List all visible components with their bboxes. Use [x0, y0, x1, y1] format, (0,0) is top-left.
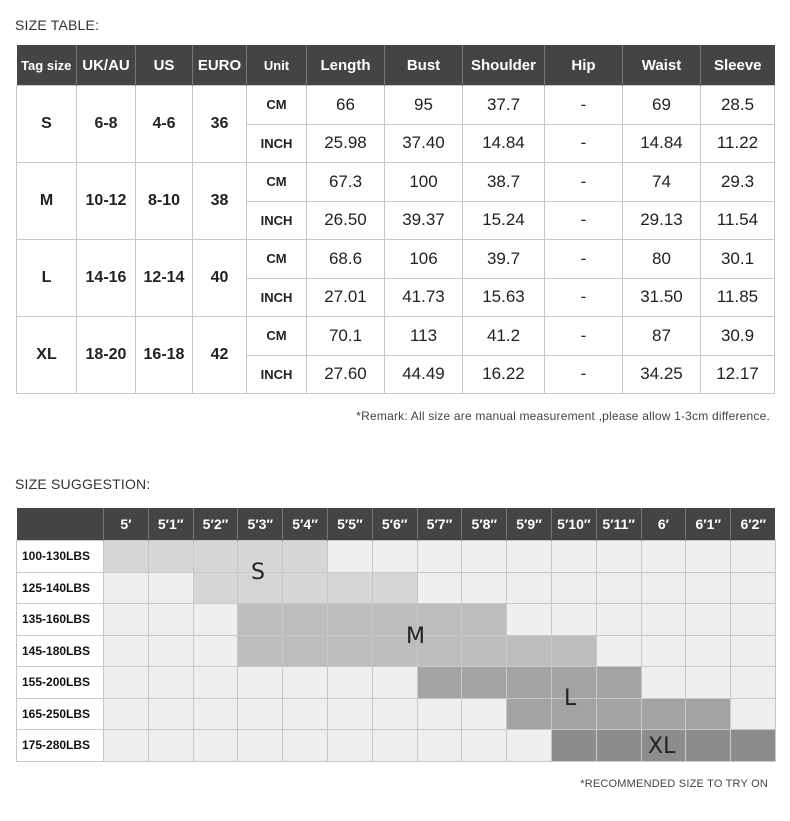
- shoulder-cell: 14.84: [463, 124, 545, 163]
- unit-cell: INCH: [247, 355, 307, 394]
- size-cell-m: [507, 635, 552, 667]
- empty-cell: [238, 730, 283, 762]
- empty-cell: [731, 604, 776, 636]
- empty-cell: [238, 698, 283, 730]
- empty-cell: [417, 541, 462, 573]
- empty-cell: [148, 730, 193, 762]
- tag-size-cell: L: [17, 240, 77, 317]
- header-sleeve: Sleeve: [701, 45, 775, 86]
- height-header: 5′5″: [327, 508, 372, 541]
- unit-cell: CM: [247, 317, 307, 356]
- header-corner: [17, 508, 104, 541]
- empty-cell: [372, 541, 417, 573]
- length-cell: 27.60: [307, 355, 385, 394]
- sleeve-cell: 28.5: [701, 86, 775, 125]
- bust-cell: 41.73: [385, 278, 463, 317]
- size-row: [17, 86, 775, 125]
- length-cell: 70.1: [307, 317, 385, 356]
- hip-cell: -: [545, 278, 623, 317]
- empty-cell: [596, 572, 641, 604]
- hip-cell: -: [545, 317, 623, 356]
- shoulder-cell: 39.7: [463, 240, 545, 279]
- empty-cell: [551, 572, 596, 604]
- size-cell-xl: [596, 730, 641, 762]
- tag-size-cell: XL: [17, 317, 77, 394]
- length-cell: 66: [307, 86, 385, 125]
- size-cell-m: [283, 635, 328, 667]
- height-header: 5′: [104, 508, 149, 541]
- empty-cell: [104, 635, 149, 667]
- weight-label: 135-160LBS: [17, 604, 104, 636]
- empty-cell: [686, 541, 731, 573]
- size-cell-s: [372, 572, 417, 604]
- header-waist: Waist: [623, 45, 701, 86]
- height-header: 6′1″: [686, 508, 731, 541]
- empty-cell: [372, 698, 417, 730]
- empty-cell: [596, 604, 641, 636]
- hip-cell: -: [545, 124, 623, 163]
- empty-cell: [507, 604, 552, 636]
- empty-cell: [641, 604, 686, 636]
- header-hip: Hip: [545, 45, 623, 86]
- empty-cell: [372, 730, 417, 762]
- empty-cell: [327, 667, 372, 699]
- size-suggestion-title: SIZE SUGGESTION:: [15, 476, 151, 492]
- empty-cell: [686, 604, 731, 636]
- empty-cell: [641, 667, 686, 699]
- size-table-remark: *Remark: All size are manual measurement ,please allow 1-3cm difference.: [356, 409, 770, 423]
- empty-cell: [327, 730, 372, 762]
- length-cell: 27.01: [307, 278, 385, 317]
- size-cell-l: [417, 667, 462, 699]
- size-cell-l: [596, 667, 641, 699]
- empty-cell: [104, 667, 149, 699]
- size-cell-m: [462, 635, 507, 667]
- unit-cell: INCH: [247, 124, 307, 163]
- weight-row: [17, 698, 776, 730]
- suggestion-header-row: [17, 508, 776, 541]
- size-cell-s: [327, 572, 372, 604]
- empty-cell: [731, 667, 776, 699]
- empty-cell: [148, 635, 193, 667]
- bust-cell: 100: [385, 163, 463, 202]
- bust-cell: 95: [385, 86, 463, 125]
- hip-cell: -: [545, 86, 623, 125]
- sleeve-cell: 12.17: [701, 355, 775, 394]
- size-cell-l: [686, 698, 731, 730]
- us-cell: 4-6: [136, 86, 193, 163]
- size-suggestion-table: [16, 508, 776, 762]
- empty-cell: [686, 572, 731, 604]
- empty-cell: [327, 541, 372, 573]
- empty-cell: [731, 572, 776, 604]
- empty-cell: [731, 698, 776, 730]
- size-table-header-row: [17, 45, 775, 86]
- empty-cell: [327, 698, 372, 730]
- header-bust: Bust: [385, 45, 463, 86]
- us-cell: 16-18: [136, 317, 193, 394]
- tag-size-cell: S: [17, 86, 77, 163]
- us-cell: 8-10: [136, 163, 193, 240]
- unit-cell: CM: [247, 86, 307, 125]
- hip-cell: -: [545, 201, 623, 240]
- sleeve-cell: 11.85: [701, 278, 775, 317]
- size-cell-s: [193, 572, 238, 604]
- size-cell-l: [596, 698, 641, 730]
- empty-cell: [462, 698, 507, 730]
- euro-cell: 38: [193, 163, 247, 240]
- shoulder-cell: 15.24: [463, 201, 545, 240]
- empty-cell: [462, 572, 507, 604]
- size-cell-m: [238, 604, 283, 636]
- empty-cell: [283, 698, 328, 730]
- size-row: [17, 240, 775, 279]
- weight-row: [17, 604, 776, 636]
- empty-cell: [686, 667, 731, 699]
- weight-row: [17, 541, 776, 573]
- waist-cell: 74: [623, 163, 701, 202]
- size-cell-xl: [551, 730, 596, 762]
- weight-row: [17, 635, 776, 667]
- euro-cell: 40: [193, 240, 247, 317]
- sleeve-cell: 30.9: [701, 317, 775, 356]
- empty-cell: [641, 635, 686, 667]
- empty-cell: [283, 730, 328, 762]
- empty-cell: [417, 698, 462, 730]
- euro-cell: 36: [193, 86, 247, 163]
- empty-cell: [551, 604, 596, 636]
- empty-cell: [372, 667, 417, 699]
- empty-cell: [104, 572, 149, 604]
- size-cell-l: [641, 698, 686, 730]
- header-length: Length: [307, 45, 385, 86]
- height-header: 5′1″: [148, 508, 193, 541]
- waist-cell: 80: [623, 240, 701, 279]
- sleeve-cell: 11.22: [701, 124, 775, 163]
- size-cell-m: [462, 604, 507, 636]
- size-cell-s: [283, 572, 328, 604]
- hip-cell: -: [545, 240, 623, 279]
- empty-cell: [641, 541, 686, 573]
- size-cell-m: [283, 604, 328, 636]
- weight-row: [17, 667, 776, 699]
- empty-cell: [551, 541, 596, 573]
- height-header: 5′6″: [372, 508, 417, 541]
- length-cell: 25.98: [307, 124, 385, 163]
- unit-cell: INCH: [247, 201, 307, 240]
- weight-label: 155-200LBS: [17, 667, 104, 699]
- euro-cell: 42: [193, 317, 247, 394]
- empty-cell: [731, 635, 776, 667]
- weight-label: 175-280LBS: [17, 730, 104, 762]
- empty-cell: [193, 667, 238, 699]
- hip-cell: -: [545, 163, 623, 202]
- length-cell: 68.6: [307, 240, 385, 279]
- bust-cell: 44.49: [385, 355, 463, 394]
- shoulder-cell: 16.22: [463, 355, 545, 394]
- height-header: 5′3″: [238, 508, 283, 541]
- length-cell: 67.3: [307, 163, 385, 202]
- empty-cell: [104, 730, 149, 762]
- shoulder-cell: 37.7: [463, 86, 545, 125]
- bust-cell: 39.37: [385, 201, 463, 240]
- sleeve-cell: 11.54: [701, 201, 775, 240]
- height-header: 6′2″: [731, 508, 776, 541]
- height-header: 5′8″: [462, 508, 507, 541]
- empty-cell: [148, 604, 193, 636]
- empty-cell: [596, 635, 641, 667]
- height-header: 5′7″: [417, 508, 462, 541]
- empty-cell: [193, 604, 238, 636]
- header-shoulder: Shoulder: [463, 45, 545, 86]
- header-tag-size: Tag size: [17, 45, 77, 86]
- header-us: US: [136, 45, 193, 86]
- weight-label: 100-130LBS: [17, 541, 104, 573]
- empty-cell: [193, 635, 238, 667]
- empty-cell: [507, 730, 552, 762]
- empty-cell: [641, 572, 686, 604]
- unit-cell: CM: [247, 163, 307, 202]
- size-zone-label-s: S: [251, 560, 265, 585]
- height-header: 5′9″: [507, 508, 552, 541]
- empty-cell: [193, 698, 238, 730]
- unit-cell: CM: [247, 240, 307, 279]
- empty-cell: [238, 667, 283, 699]
- size-table: [16, 45, 775, 394]
- size-zone-label-l: L: [564, 686, 577, 711]
- weight-label: 165-250LBS: [17, 698, 104, 730]
- waist-cell: 87: [623, 317, 701, 356]
- empty-cell: [104, 604, 149, 636]
- size-cell-s: [283, 541, 328, 573]
- waist-cell: 69: [623, 86, 701, 125]
- empty-cell: [731, 541, 776, 573]
- size-cell-xl: [686, 730, 731, 762]
- size-cell-s: [193, 541, 238, 573]
- weight-label: 125-140LBS: [17, 572, 104, 604]
- sleeve-cell: 29.3: [701, 163, 775, 202]
- size-cell-l: [507, 667, 552, 699]
- waist-cell: 29.13: [623, 201, 701, 240]
- empty-cell: [462, 541, 507, 573]
- suggestion-footnote: *RECOMMENDED SIZE TO TRY ON: [580, 778, 768, 790]
- empty-cell: [193, 730, 238, 762]
- header-euro: EURO: [193, 45, 247, 86]
- weight-row: [17, 572, 776, 604]
- empty-cell: [104, 698, 149, 730]
- size-cell-m: [327, 604, 372, 636]
- empty-cell: [148, 698, 193, 730]
- bust-cell: 113: [385, 317, 463, 356]
- hip-cell: -: [545, 355, 623, 394]
- height-header: 5′11″: [596, 508, 641, 541]
- empty-cell: [417, 730, 462, 762]
- height-header: 5′2″: [193, 508, 238, 541]
- size-cell-m: [551, 635, 596, 667]
- size-cell-l: [462, 667, 507, 699]
- size-row: [17, 317, 775, 356]
- header-uk-au: UK/AU: [77, 45, 136, 86]
- size-row: [17, 163, 775, 202]
- uk-au-cell: 14-16: [77, 240, 136, 317]
- height-header: 6′: [641, 508, 686, 541]
- size-cell-m: [327, 635, 372, 667]
- height-header: 5′10″: [551, 508, 596, 541]
- waist-cell: 31.50: [623, 278, 701, 317]
- weight-label: 145-180LBS: [17, 635, 104, 667]
- sleeve-cell: 30.1: [701, 240, 775, 279]
- size-cell-m: [238, 635, 283, 667]
- empty-cell: [148, 572, 193, 604]
- size-zone-label-xl: XL: [648, 734, 676, 759]
- shoulder-cell: 38.7: [463, 163, 545, 202]
- size-zone-label-m: M: [406, 624, 425, 649]
- empty-cell: [462, 730, 507, 762]
- empty-cell: [283, 667, 328, 699]
- header-unit: Unit: [247, 45, 307, 86]
- tag-size-cell: M: [17, 163, 77, 240]
- empty-cell: [507, 541, 552, 573]
- size-cell-s: [148, 541, 193, 573]
- shoulder-cell: 15.63: [463, 278, 545, 317]
- size-cell-l: [507, 698, 552, 730]
- empty-cell: [148, 667, 193, 699]
- size-cell-s: [104, 541, 149, 573]
- unit-cell: INCH: [247, 278, 307, 317]
- uk-au-cell: 10-12: [77, 163, 136, 240]
- waist-cell: 34.25: [623, 355, 701, 394]
- empty-cell: [596, 541, 641, 573]
- height-header: 5′4″: [283, 508, 328, 541]
- bust-cell: 106: [385, 240, 463, 279]
- empty-cell: [507, 572, 552, 604]
- uk-au-cell: 6-8: [77, 86, 136, 163]
- uk-au-cell: 18-20: [77, 317, 136, 394]
- shoulder-cell: 41.2: [463, 317, 545, 356]
- bust-cell: 37.40: [385, 124, 463, 163]
- empty-cell: [417, 572, 462, 604]
- length-cell: 26.50: [307, 201, 385, 240]
- us-cell: 12-14: [136, 240, 193, 317]
- waist-cell: 14.84: [623, 124, 701, 163]
- empty-cell: [686, 635, 731, 667]
- size-table-title: SIZE TABLE:: [15, 17, 100, 33]
- size-cell-xl: [731, 730, 776, 762]
